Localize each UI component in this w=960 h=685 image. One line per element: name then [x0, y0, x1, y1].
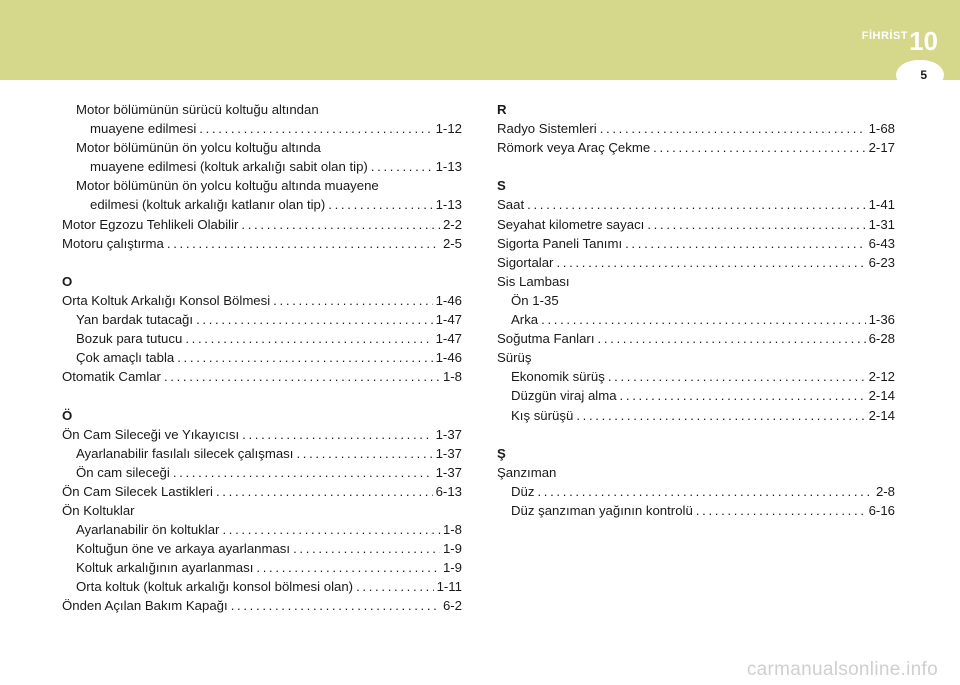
index-entry [62, 444, 462, 463]
index-entry [62, 157, 462, 176]
entry-page: 1-9 [442, 560, 462, 576]
entry-page: 1-31 [868, 216, 895, 232]
entry-text: Ekonomik sürüş [511, 369, 605, 385]
leader-dots [696, 501, 866, 520]
leader-dots [541, 310, 865, 329]
chapter-number: 10 [909, 26, 938, 56]
leader-dots [620, 386, 866, 405]
entry-text: Yan bardak tutacağı [76, 312, 194, 328]
entry-text: edilmesi (koltuk arkalığı katlanır olan tip) [90, 197, 326, 213]
entry-text: Soğutma Fanları [497, 331, 595, 347]
leader-dots [598, 329, 866, 348]
entry-page: 1-12 [435, 121, 462, 137]
index-entry [62, 291, 462, 310]
entry-page: 1-13 [435, 159, 462, 175]
section-letter: S [497, 178, 506, 194]
index-entry: Ön Koltuklar [62, 502, 135, 518]
entry-text: Bozuk para tutucu [76, 331, 183, 347]
index-entry [62, 558, 462, 577]
entry-text: Ön Cam Sileceği ve Yıkayıcısı [62, 426, 240, 442]
index-entry [62, 463, 462, 482]
entry-page: 2-17 [868, 140, 895, 156]
entry-page: 2-5 [442, 235, 462, 251]
index-entry: Motor bölümünün ön yolcu koltuğu altında [76, 140, 321, 156]
entry-text: Koltuk arkalığının ayarlanması [76, 560, 254, 576]
entry-page: 2-2 [442, 216, 462, 232]
entry-text: Düz [511, 483, 535, 499]
entry-text: Önden Açılan Bakım Kapağı [62, 598, 228, 614]
index-entry: Sürüş [497, 350, 532, 366]
index-entry [62, 234, 462, 253]
section-letter: Ö [62, 407, 73, 423]
entry-page: 6-23 [868, 254, 895, 270]
entry-page: 1-46 [435, 350, 462, 366]
leader-dots [653, 138, 865, 157]
index-entry [62, 119, 462, 138]
entry-text: Sigorta Paneli Tanımı [497, 235, 623, 251]
index-entry: Motor bölümünün sürücü koltuğu altından [76, 102, 319, 117]
watermark: carmanualsonline.info [746, 659, 938, 680]
entry-page: 1-41 [868, 197, 895, 213]
entry-text: Seyahat kilometre sayacı [497, 216, 645, 232]
page-number: 5 [920, 68, 927, 82]
entry-page: 1-13 [435, 197, 462, 213]
entry-text: Orta koltuk (koltuk arkalığı konsol bölmesi olan) [76, 579, 354, 595]
entry-text: Düz şanzıman yağının kontrolü [511, 502, 693, 518]
leader-dots [296, 444, 432, 463]
index-entry [62, 482, 462, 501]
section-letter: R [497, 102, 507, 117]
leader-dots [231, 596, 440, 615]
section-letter: Ş [497, 445, 506, 461]
leader-dots [625, 234, 865, 253]
leader-dots [576, 406, 865, 425]
entry-text: Ayarlanabilir ön koltuklar [76, 522, 220, 538]
index-entry [62, 596, 462, 615]
leader-dots [164, 367, 440, 386]
entry-text: Otomatik Camlar [62, 369, 161, 385]
entry-page: 1-46 [435, 292, 462, 308]
entry-text: Radyo Sistemleri [497, 121, 597, 137]
leader-dots [196, 310, 433, 329]
index-entry [497, 215, 895, 234]
leader-dots [273, 291, 432, 310]
leader-dots [241, 215, 440, 234]
leader-dots [177, 348, 432, 367]
entry-page: 1-8 [442, 369, 462, 385]
entry-page: 1-9 [442, 541, 462, 557]
index-column-left [62, 100, 462, 616]
entry-text: Düzgün viraj alma [511, 388, 617, 404]
section-title: FİHRİST [861, 30, 908, 42]
entry-page: 1-11 [436, 579, 462, 595]
leader-dots [537, 482, 872, 501]
entry-text: Orta Koltuk Arkalığı Konsol Bölmesi [62, 292, 271, 308]
index-entry [497, 234, 895, 253]
entry-text: Ayarlanabilir fasılalı silecek çalışması [76, 445, 294, 461]
entry-page: 6-2 [442, 598, 462, 614]
leader-dots [371, 157, 433, 176]
index-entry [62, 520, 462, 539]
leader-dots [167, 234, 440, 253]
entry-text: Römork veya Araç Çekme [497, 140, 651, 156]
index-entry [62, 195, 462, 214]
entry-page: 6-43 [868, 235, 895, 251]
leader-dots [608, 367, 866, 386]
index-entry: Şanzıman [497, 464, 557, 480]
leader-dots [256, 558, 440, 577]
entry-page: 2-12 [868, 369, 895, 385]
index-entry [497, 386, 895, 405]
entry-page: 1-47 [435, 312, 462, 328]
leader-dots [293, 539, 440, 558]
leader-dots [242, 425, 432, 444]
index-entry [497, 329, 895, 348]
index-entry [497, 406, 895, 425]
index-entry: Motor bölümünün ön yolcu koltuğu altında muayene [76, 178, 379, 194]
entry-page: 1-8 [442, 522, 462, 538]
index-entry [497, 501, 895, 520]
index-entry [497, 310, 895, 329]
index-entry [62, 329, 462, 348]
entry-page: 6-28 [868, 331, 895, 347]
entry-page: 2-14 [868, 388, 895, 404]
entry-text: Ön Cam Silecek Lastikleri [62, 483, 213, 499]
entry-text: Sigortalar [497, 254, 554, 270]
index-entry [497, 482, 895, 501]
index-entry [497, 119, 895, 138]
index-entry [62, 425, 462, 444]
entry-page: 2-14 [868, 407, 895, 423]
index-entry: Ön 1-35 [511, 292, 559, 308]
entry-text: Çok amaçlı tabla [76, 350, 175, 366]
entry-text: Motor Egzozu Tehlikeli Olabilir [62, 216, 239, 232]
index-entry [62, 539, 462, 558]
entry-text: Saat [497, 197, 525, 213]
index-entry [62, 348, 462, 367]
leader-dots [328, 195, 432, 214]
entry-page: 1-47 [435, 331, 462, 347]
leader-dots [185, 329, 432, 348]
leader-dots [527, 195, 865, 214]
entry-page: 1-37 [435, 445, 462, 461]
index-entry [62, 577, 462, 596]
entry-page: 6-16 [868, 502, 895, 518]
leader-dots [216, 482, 433, 501]
leader-dots [173, 463, 433, 482]
entry-text: muayene edilmesi [90, 121, 197, 137]
entry-page: 1-37 [435, 426, 462, 442]
index-entry [497, 138, 895, 157]
leader-dots [600, 119, 866, 138]
index-entry [62, 367, 462, 386]
entry-page: 1-36 [868, 312, 895, 328]
leader-dots [199, 119, 432, 138]
leader-dots [647, 215, 865, 234]
leader-dots [222, 520, 440, 539]
entry-text: Koltuğun öne ve arkaya ayarlanması [76, 541, 291, 557]
leader-dots [556, 253, 865, 272]
entry-text: Kış sürüşü [511, 407, 574, 423]
entry-text: muayene edilmesi (koltuk arkalığı sabit olan tip) [90, 159, 368, 175]
section-letter: O [62, 273, 73, 289]
header-band [0, 0, 960, 80]
index-entry [497, 253, 895, 272]
entry-page: 6-13 [435, 483, 462, 499]
entry-page: 1-68 [868, 121, 895, 137]
index-entry [497, 195, 895, 214]
entry-text: Arka [511, 312, 539, 328]
index-entry [62, 215, 462, 234]
leader-dots [356, 577, 434, 596]
entry-page: 1-37 [435, 464, 462, 480]
entry-text: Ön cam sileceği [76, 464, 170, 480]
entry-page: 2-8 [875, 483, 895, 499]
index-entry [497, 367, 895, 386]
entry-text: Motoru çalıştırma [62, 235, 164, 251]
index-entry: Sis Lambası [497, 273, 570, 289]
index-entry [62, 310, 462, 329]
index-column-right [497, 100, 895, 520]
